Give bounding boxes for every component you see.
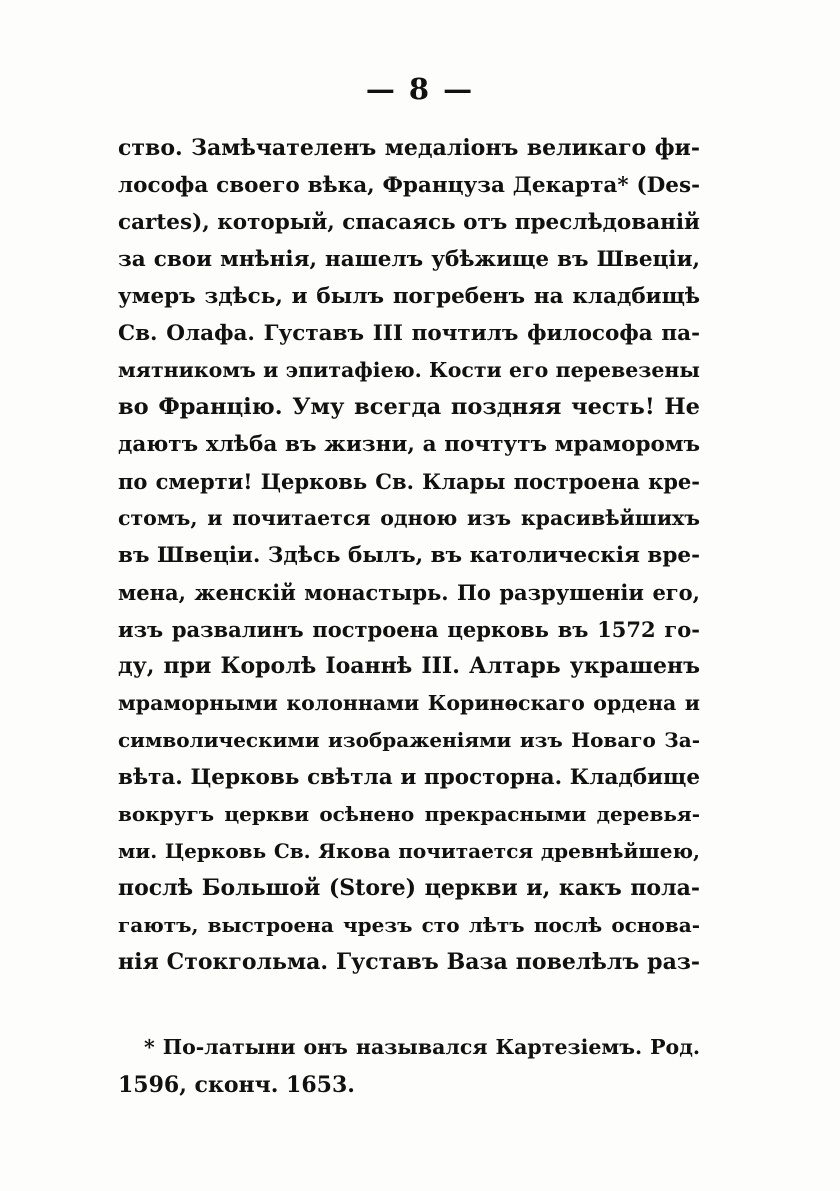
text-line: cartes), который, спасаясь отъ преслѣдованій	[118, 210, 700, 235]
text-line: вокругъ церкви осѣнено прекрасными деревья-	[118, 802, 700, 826]
text-line: вѣта. Церковь свѣтла и просторна. Кладбище	[118, 765, 700, 790]
text-line: за свои мнѣнія, нашелъ убѣжище въ Швеціи,	[118, 247, 700, 272]
text-line: ство. Замѣчателенъ медаліонъ великаго фи-	[118, 135, 700, 161]
footnote-line: * По-латыни онъ назывался Картезіемъ. Род.	[144, 1035, 700, 1059]
text-line: послѣ Большой (Store) церкви и, какъ пола-	[118, 875, 700, 901]
text-line: во Францію. Уму всегда поздняя честь! Не	[118, 394, 700, 420]
text-line: мена, женскій монастырь. По разрушеніи его,	[118, 580, 700, 605]
footnote-line: 1596, сконч. 1653.	[118, 1072, 355, 1098]
text-line: по смерти! Церковь Св. Клары построена кре-	[118, 469, 700, 494]
text-line: даютъ хлѣба въ жизни, а почтутъ мраморомъ	[118, 432, 700, 457]
text-line: нія Стокгольма. Густавъ Ваза повелѣлъ раз-	[118, 949, 700, 975]
text-line: Св. Олафа. Густавъ III почтилъ философа па-	[118, 321, 700, 346]
text-line: символическими изображеніями изъ Новаго За-	[118, 728, 700, 752]
text-line: мятникомъ и эпитафіею. Кости его перевезены	[118, 358, 700, 382]
text-line: въ Швеціи. Здѣсь былъ, въ католическія вре-	[118, 543, 700, 568]
text-line: стомъ, и почитается одною изъ красивѣйшихъ	[118, 506, 700, 530]
body-text	[118, 130, 700, 981]
text-line: лософа своего вѣка, Француза Декарта* (Des-	[118, 173, 700, 198]
text-line: ду, при Королѣ Іоаннѣ III. Алтарь украшенъ	[118, 653, 700, 679]
text-line: изъ развалинъ построена церковь въ 1572 го-	[118, 617, 700, 642]
text-line: гаютъ, выстроена чрезъ сто лѣтъ послѣ основа-	[118, 913, 700, 937]
text-line: мраморными колоннами Коринѳскаго ордена и	[118, 691, 700, 715]
text-line: умеръ здѣсь, и былъ погребенъ на кладбищѣ	[118, 284, 700, 309]
footnote	[118, 1028, 700, 1104]
text-line: ми. Церковь Св. Якова почитается древнѣйшею,	[118, 839, 700, 863]
page-number: — 8 —	[365, 72, 475, 106]
